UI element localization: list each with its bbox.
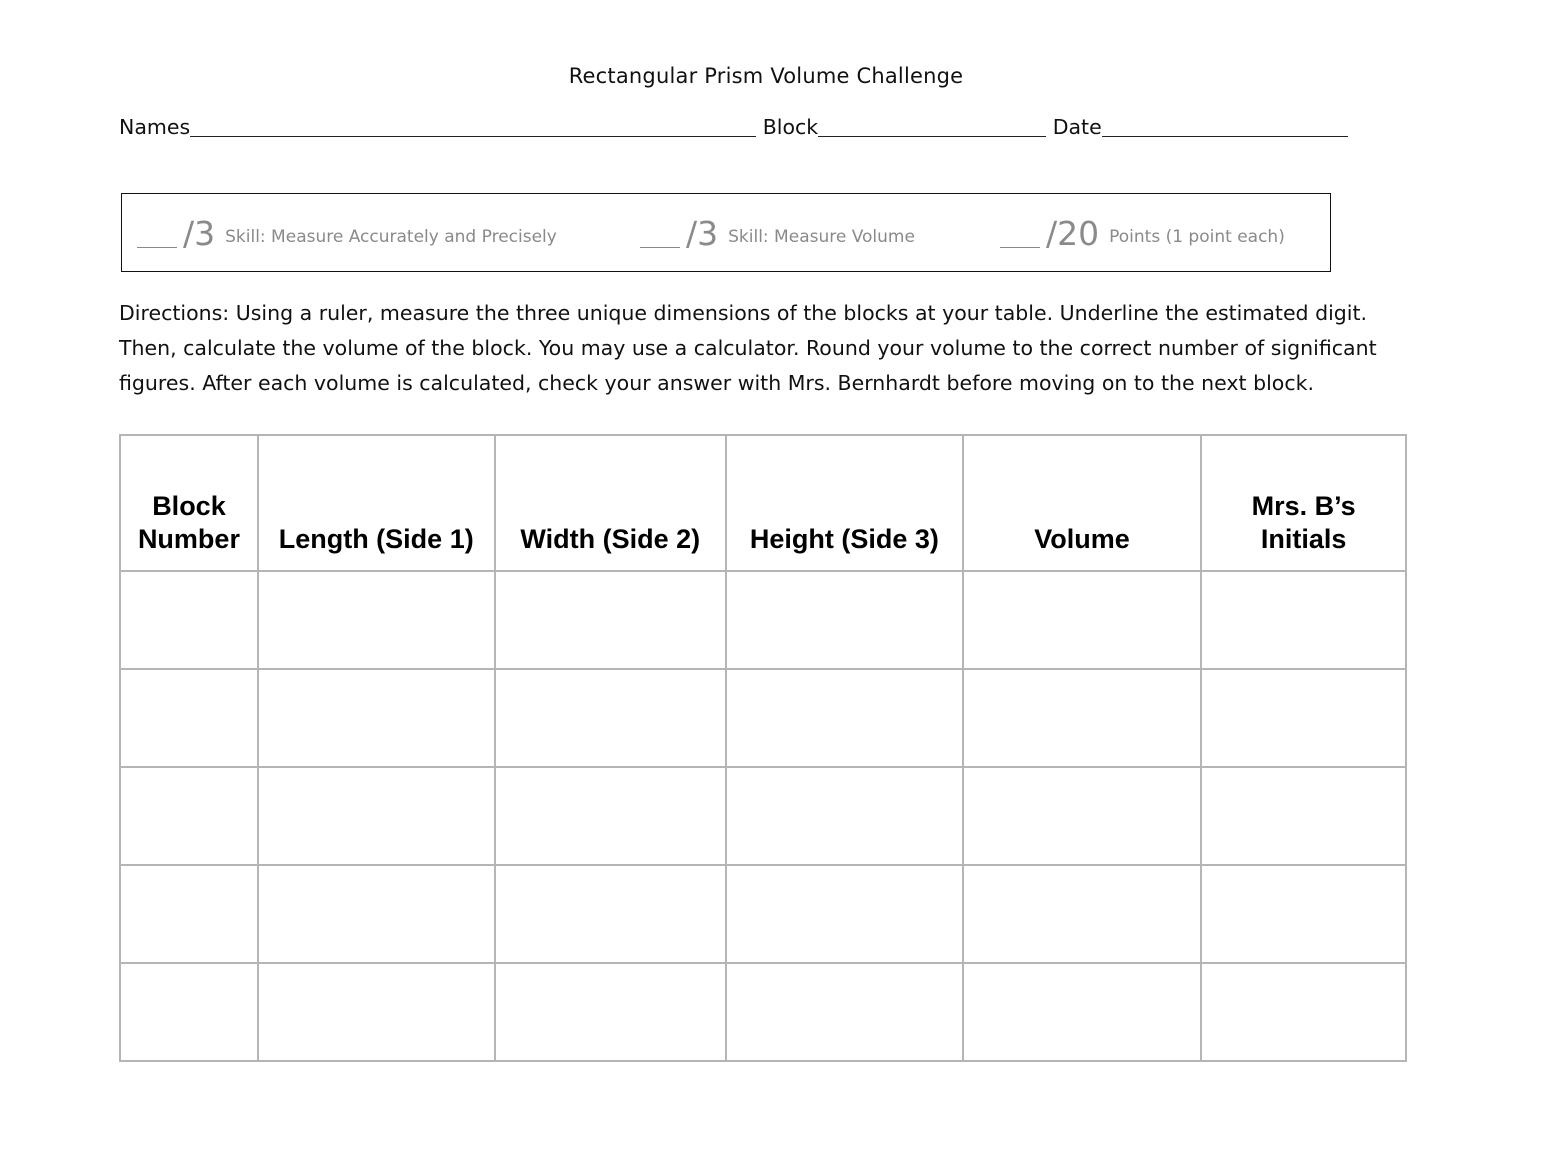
table-cell[interactable] (120, 571, 258, 669)
date-label: Date (1052, 115, 1102, 139)
table-cell[interactable] (1201, 669, 1406, 767)
table-cell[interactable] (963, 669, 1202, 767)
table-row (120, 669, 1406, 767)
header-volume: Volume (963, 435, 1202, 571)
table-row (120, 865, 1406, 963)
table-cell[interactable] (258, 571, 495, 669)
directions-text: Directions: Using a ruler, measure the three unique dimensions of the blocks at your table. Underline the estimated digit. Then, calculate the volume of the block. You may use a calculator. Round your volume to the correct number of significant figures. After each volume is calculated, check your answer with Mrs. Bernhardt before moving on to the next block. (119, 301, 1377, 395)
table-cell[interactable] (495, 767, 727, 865)
score-denominator: /3 (686, 214, 719, 253)
score-label: Points (1 point each) (1109, 226, 1285, 247)
score-volume-skill (640, 194, 915, 273)
worksheet-title: Rectangular Prism Volume Challenge (568, 64, 964, 88)
table-cell[interactable] (258, 865, 495, 963)
score-blank[interactable] (137, 233, 177, 248)
table-cell[interactable] (495, 865, 727, 963)
names-blank[interactable] (190, 114, 756, 137)
table-cell[interactable] (963, 571, 1202, 669)
table-cell[interactable] (963, 865, 1202, 963)
table-cell[interactable] (495, 571, 727, 669)
score-blank[interactable] (640, 233, 680, 248)
measurement-table (119, 434, 1407, 1062)
header-height: Height (Side 3) (726, 435, 963, 571)
table-cell[interactable] (726, 571, 963, 669)
header-block-number: Block Number (120, 435, 258, 571)
table-header-row (120, 435, 1406, 571)
table-row (120, 963, 1406, 1061)
score-blank[interactable] (1000, 233, 1040, 248)
table-cell[interactable] (963, 963, 1202, 1061)
score-box (121, 193, 1331, 272)
table-cell[interactable] (120, 767, 258, 865)
table-cell[interactable] (258, 963, 495, 1061)
table-cell[interactable] (726, 963, 963, 1061)
score-accuracy (137, 194, 557, 273)
table-cell[interactable] (258, 669, 495, 767)
date-blank[interactable] (1102, 114, 1348, 137)
table-row (120, 767, 1406, 865)
table-cell[interactable] (1201, 963, 1406, 1061)
table-cell[interactable] (120, 963, 258, 1061)
header-initials: Mrs. B’s Initials (1201, 435, 1406, 571)
table-cell[interactable] (120, 669, 258, 767)
header-length: Length (Side 1) (258, 435, 495, 571)
table-cell[interactable] (1201, 865, 1406, 963)
student-info-line (119, 114, 1348, 139)
table-cell[interactable] (726, 669, 963, 767)
table-row (120, 571, 1406, 669)
header-width: Width (Side 2) (495, 435, 727, 571)
table-cell[interactable] (495, 669, 727, 767)
score-label: Skill: Measure Accurately and Precisely (225, 226, 557, 247)
table-cell[interactable] (120, 865, 258, 963)
table-cell[interactable] (1201, 767, 1406, 865)
block-blank[interactable] (818, 114, 1046, 137)
names-label: Names (119, 115, 191, 139)
block-label: Block (762, 115, 819, 139)
table-cell[interactable] (495, 963, 727, 1061)
table-cell[interactable] (726, 865, 963, 963)
table-cell[interactable] (1201, 571, 1406, 669)
score-denominator: /20 (1046, 214, 1100, 253)
score-points (1000, 194, 1285, 273)
score-denominator: /3 (183, 214, 216, 253)
table-cell[interactable] (258, 767, 495, 865)
table-cell[interactable] (963, 767, 1202, 865)
score-label: Skill: Measure Volume (728, 226, 915, 247)
table-cell[interactable] (726, 767, 963, 865)
